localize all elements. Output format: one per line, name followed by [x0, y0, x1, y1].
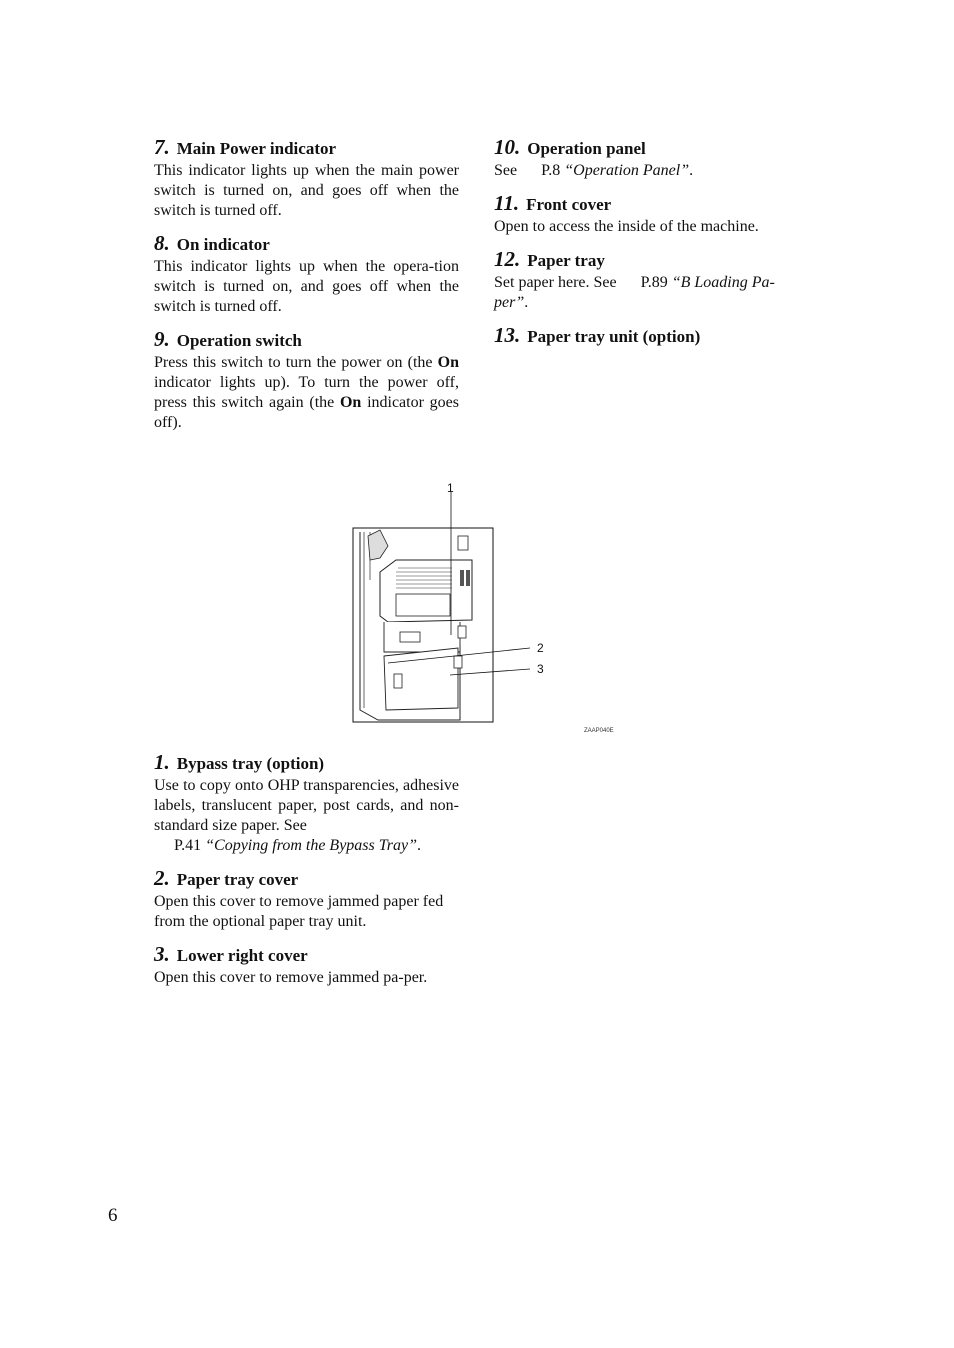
item-number: 13.: [494, 323, 521, 347]
callout-2: 2: [537, 641, 544, 655]
on-keyword: On: [339, 394, 362, 411]
reference-title[interactable]: “Copying from the Bypass Tray”: [205, 837, 417, 854]
reference-title-cont[interactable]: per”: [494, 294, 525, 311]
item-front-cover: [494, 191, 804, 237]
item-number: 11.: [494, 191, 520, 215]
left-bottom-column: [154, 750, 459, 998]
item-heading: [154, 231, 459, 257]
item-title: Front cover: [526, 195, 612, 214]
item-description: Open this cover to remove jammed pa-per.: [154, 969, 428, 986]
item-title: Operation panel: [527, 139, 646, 158]
text-segment: indicator lights up). To turn the power off, press this switch again (the: [154, 374, 459, 411]
copier-side-illustration: [340, 470, 630, 750]
item-paper-tray-unit: [494, 323, 804, 349]
item-description: Open to access the inside of the machine.: [494, 218, 759, 235]
item-description: This indicator lights up when the opera-tion switch is turned on, and goes off when the switch is turned off.: [154, 258, 459, 315]
item-on-indicator: [154, 231, 459, 317]
item-number: 12.: [494, 247, 521, 271]
punctuation: .: [417, 837, 421, 854]
item-operation-panel: [494, 135, 804, 181]
copier-drawing: [340, 470, 630, 750]
text-segment: Press this switch to turn the power on (the: [154, 354, 438, 371]
item-title: On indicator: [176, 235, 270, 254]
item-number: 9.: [154, 327, 170, 351]
item-lower-right-cover: [154, 942, 459, 988]
item-heading: [494, 247, 804, 273]
item-number: 7.: [154, 135, 170, 159]
reference-title[interactable]: “B Loading Pa-: [671, 274, 775, 291]
right-top-column: [494, 135, 804, 359]
item-heading: [154, 135, 459, 161]
item-main-power-indicator: [154, 135, 459, 221]
item-title: Lower right cover: [176, 946, 308, 965]
item-description: Open this cover to remove jammed paper fed from the optional paper tray unit.: [154, 893, 444, 930]
item-title: Paper tray: [527, 251, 605, 270]
item-heading: [154, 866, 459, 892]
item-bypass-tray: [154, 750, 459, 856]
figure-code: ZAAP040E: [584, 728, 614, 734]
item-heading: [154, 327, 459, 353]
item-heading: [154, 750, 459, 776]
item-description: [154, 353, 459, 433]
item-number: 2.: [154, 866, 170, 890]
item-number: 10.: [494, 135, 521, 159]
reference-line: [154, 836, 459, 856]
punctuation: .: [524, 294, 529, 311]
callout-1: 1: [447, 481, 454, 495]
item-description: Use to copy onto OHP transparencies, adhesive labels, translucent paper, post cards, and non-standard size paper. See: [154, 777, 459, 834]
see-text: See: [494, 162, 518, 179]
on-keyword: On: [437, 354, 459, 371]
item-number: 8.: [154, 231, 170, 255]
item-title: Bypass tray (option): [176, 754, 325, 773]
item-title: Paper tray unit (option): [527, 327, 701, 346]
item-heading: [494, 191, 804, 217]
item-description: This indicator lights up when the main power switch is turned on, and goes off when the switch is turned off.: [154, 162, 459, 219]
item-heading: [494, 323, 804, 349]
item-number: 3.: [154, 942, 170, 966]
text-segment: Set paper here. See: [494, 274, 617, 291]
page-number: 6: [108, 1205, 118, 1226]
item-operation-switch: [154, 327, 459, 433]
item-number: 1.: [154, 750, 170, 774]
text-segment: indicator goes off).: [154, 394, 459, 431]
reference-title[interactable]: “Operation Panel”: [564, 162, 690, 179]
item-paper-tray: [494, 247, 804, 313]
reference-page[interactable]: P.89: [640, 274, 668, 291]
item-paper-tray-cover: [154, 866, 459, 932]
item-title: Paper tray cover: [176, 870, 299, 889]
item-description: [494, 273, 804, 313]
reference-page[interactable]: P.8: [541, 162, 561, 179]
item-title: Main Power indicator: [176, 139, 337, 158]
item-heading: [154, 942, 459, 968]
punctuation: .: [689, 162, 694, 179]
left-top-column: [154, 135, 459, 443]
item-description: [494, 161, 804, 181]
reference-page[interactable]: P.41: [174, 837, 202, 854]
callout-3: 3: [537, 662, 544, 676]
item-heading: [494, 135, 804, 161]
item-title: Operation switch: [176, 331, 302, 350]
